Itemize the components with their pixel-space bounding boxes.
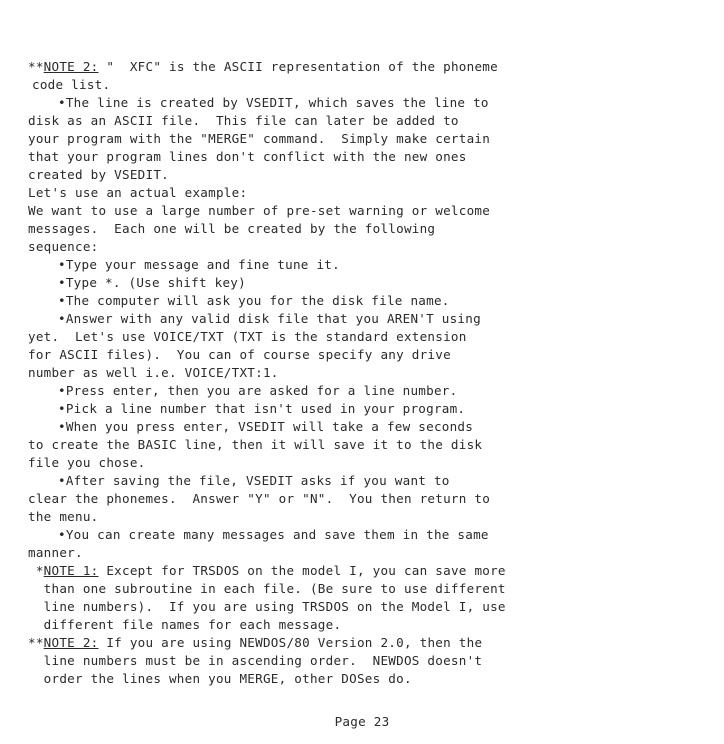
text-line	[28, 544, 696, 562]
text-line	[28, 148, 696, 166]
text-line	[28, 562, 696, 580]
text-line	[28, 526, 696, 544]
line-text: for ASCII files). You can of course specify any drive	[28, 347, 451, 362]
line-text: number as well i.e. VOICE/TXT:1.	[28, 365, 279, 380]
line-text: " XFC" is the ASCII representation of the phoneme	[98, 59, 498, 74]
line-text: that your program lines don't conflict with the new ones	[28, 149, 467, 164]
text-line	[28, 328, 696, 346]
line-text: yet. Let's use VOICE/TXT (TXT is the standard extension	[28, 329, 467, 344]
text-line	[28, 670, 696, 688]
note-label: NOTE 1:	[43, 563, 99, 578]
text-line	[28, 508, 696, 526]
text-line	[28, 238, 696, 256]
line-text: file you chose.	[28, 455, 146, 470]
line-text: **	[28, 635, 44, 650]
line-text: •When you press enter, VSEDIT will take a few seconds	[58, 419, 474, 434]
text-line	[28, 436, 696, 454]
line-text: •Type your message and fine tune it.	[58, 257, 340, 272]
text-line	[28, 112, 696, 130]
text-line	[28, 202, 696, 220]
text-line	[28, 634, 696, 652]
line-text: sequence:	[28, 239, 99, 254]
line-text: •After saving the file, VSEDIT asks if you want to	[58, 473, 450, 488]
line-text: *	[28, 563, 44, 578]
text-line	[28, 310, 696, 328]
text-line	[28, 580, 696, 598]
line-text: Let's use an actual example:	[28, 185, 248, 200]
text-line	[28, 616, 696, 634]
line-text: **	[28, 59, 44, 74]
text-line	[28, 130, 696, 148]
line-text: code list.	[32, 77, 111, 92]
line-text: •Answer with any valid disk file that you AREN'T using	[58, 311, 481, 326]
line-text: order the lines when you MERGE, other DOSes do.	[28, 671, 412, 686]
text-line	[28, 472, 696, 490]
document-body	[28, 58, 696, 688]
text-line	[28, 346, 696, 364]
note-label: NOTE 2:	[43, 59, 99, 74]
line-text: •Type *. (Use shift key)	[58, 275, 246, 290]
text-line	[28, 184, 696, 202]
line-text: •The computer will ask you for the disk file name.	[58, 293, 450, 308]
line-text: created by VSEDIT.	[28, 167, 169, 182]
page-number: Page 23	[334, 714, 390, 729]
line-text: If you are using NEWDOS/80 Version 2.0, then the	[98, 635, 483, 650]
line-text: •Press enter, then you are asked for a line number.	[58, 383, 458, 398]
line-text: manner.	[28, 545, 83, 560]
text-line	[28, 652, 696, 670]
text-line	[28, 220, 696, 238]
line-text: line numbers). If you are using TRSDOS on the Model I, use	[28, 599, 506, 614]
line-text: •The line is created by VSEDIT, which saves the line to	[58, 95, 489, 110]
text-line	[28, 58, 696, 76]
line-text: to create the BASIC line, then it will save it to the disk	[28, 437, 483, 452]
text-line	[28, 598, 696, 616]
text-line	[28, 382, 696, 400]
line-text: different file names for each message.	[28, 617, 342, 632]
text-line	[28, 256, 696, 274]
line-text: line numbers must be in ascending order. NEWDOS doesn't	[28, 653, 483, 668]
text-line	[28, 76, 696, 94]
text-line	[28, 292, 696, 310]
text-line	[28, 364, 696, 382]
line-text: your program with the "MERGE" command. Simply make certain	[28, 131, 491, 146]
line-text: We want to use a large number of pre-set warning or welcome	[28, 203, 491, 218]
text-line	[28, 166, 696, 184]
note-label: NOTE 2:	[43, 635, 99, 650]
line-text: •You can create many messages and save them in the same	[58, 527, 489, 542]
line-text: the menu.	[28, 509, 99, 524]
text-line	[28, 400, 696, 418]
text-line	[28, 490, 696, 508]
line-text: disk as an ASCII file. This file can later be added to	[28, 113, 459, 128]
text-line	[28, 418, 696, 436]
text-line	[28, 94, 696, 112]
text-line	[28, 274, 696, 292]
text-line	[28, 454, 696, 472]
line-text: than one subroutine in each file. (Be sure to use different	[28, 581, 506, 596]
line-text: Except for TRSDOS on the model I, you can save more	[98, 563, 506, 578]
line-text: •Pick a line number that isn't used in your program.	[58, 401, 466, 416]
line-text: messages. Each one will be created by the following	[28, 221, 436, 236]
line-text: clear the phonemes. Answer "Y" or "N". You then return to	[28, 491, 491, 506]
